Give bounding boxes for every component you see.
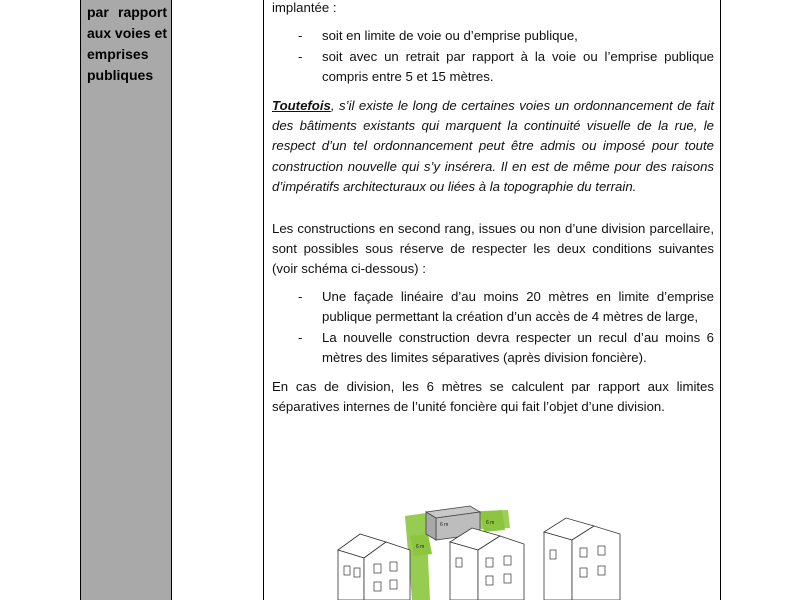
dash-bullet: - — [298, 48, 303, 64]
row-heading — [87, 2, 167, 86]
heading-line: emprises — [87, 46, 149, 62]
second-rank-diagram — [330, 498, 630, 600]
list-item — [272, 287, 714, 328]
table-border-right — [720, 0, 721, 600]
rule-content — [272, 0, 714, 417]
dimension-label: 6 m — [416, 544, 425, 550]
dimension-label: 6 m — [440, 522, 449, 528]
heading-word: voies — [114, 25, 151, 41]
house-wall — [478, 536, 524, 600]
table-border-left — [80, 0, 81, 600]
house-wall — [450, 542, 478, 600]
list-item-text: soit avec un retrait par rapport à la voie ou l’emprise publique compris entre 5 et 15 mètres. — [322, 48, 714, 85]
dash-bullet: - — [298, 329, 303, 345]
dash-bullet: - — [298, 28, 303, 44]
house-wall — [572, 526, 620, 600]
list-item — [272, 26, 714, 46]
second-rank-paragraph: Les constructions en second rang, issues ou non d’une division parcellaire, sont possibles sous réserve de respecter les deux conditions suivantes (voir schéma ci-dessous) : — [272, 220, 714, 277]
intro-text: implantée : — [272, 0, 337, 15]
list-item-text: La nouvelle construction devra respecter un recul d’au moins 6 mètres des limites séparatives (après division foncière). — [322, 329, 714, 366]
dash-bullet: - — [298, 288, 303, 304]
list-item-text: soit en limite de voie ou d’emprise publique, — [322, 28, 578, 44]
table-border-middle — [263, 0, 264, 600]
left-column — [81, 0, 171, 600]
dimension-label: 6 m — [486, 520, 495, 526]
heading-word: rapport — [118, 4, 167, 20]
heading-word: par — [87, 4, 109, 20]
toutefois-text: , s’il existe le long de certaines voies un ordonnancement de fait des bâtiments existants qui marquent la continuité visuelle de la rue, le respect d’un tel ordonnancement peut être admis ou imposé pour toute construction nouvelle qui s’y insérera. Il en est de même pour des raisons d’impératifs architecturaux ou liées à la topographie du terrain. — [272, 97, 714, 195]
heading-line: publiques — [87, 67, 154, 83]
heading-word: aux — [87, 25, 112, 41]
heading-word: et — [154, 25, 167, 41]
conditions-list — [272, 287, 714, 369]
list-item — [272, 47, 714, 88]
toutefois-paragraph — [272, 96, 714, 198]
implantation-list — [272, 26, 714, 87]
table-border-left-col — [171, 0, 172, 600]
house-wall — [544, 532, 572, 600]
toutefois-keyword: Toutefois — [272, 97, 331, 113]
list-item — [272, 328, 714, 369]
division-paragraph: En cas de division, les 6 mètres se calculent par rapport aux limites séparatives internes de l’unité foncière qui fait l’objet d’une division. — [272, 378, 714, 414]
list-item-text: Une façade linéaire d’au moins 20 mètres en limite d’emprise publique permettant la création d’un accès de 4 mètres de large, — [322, 288, 714, 325]
